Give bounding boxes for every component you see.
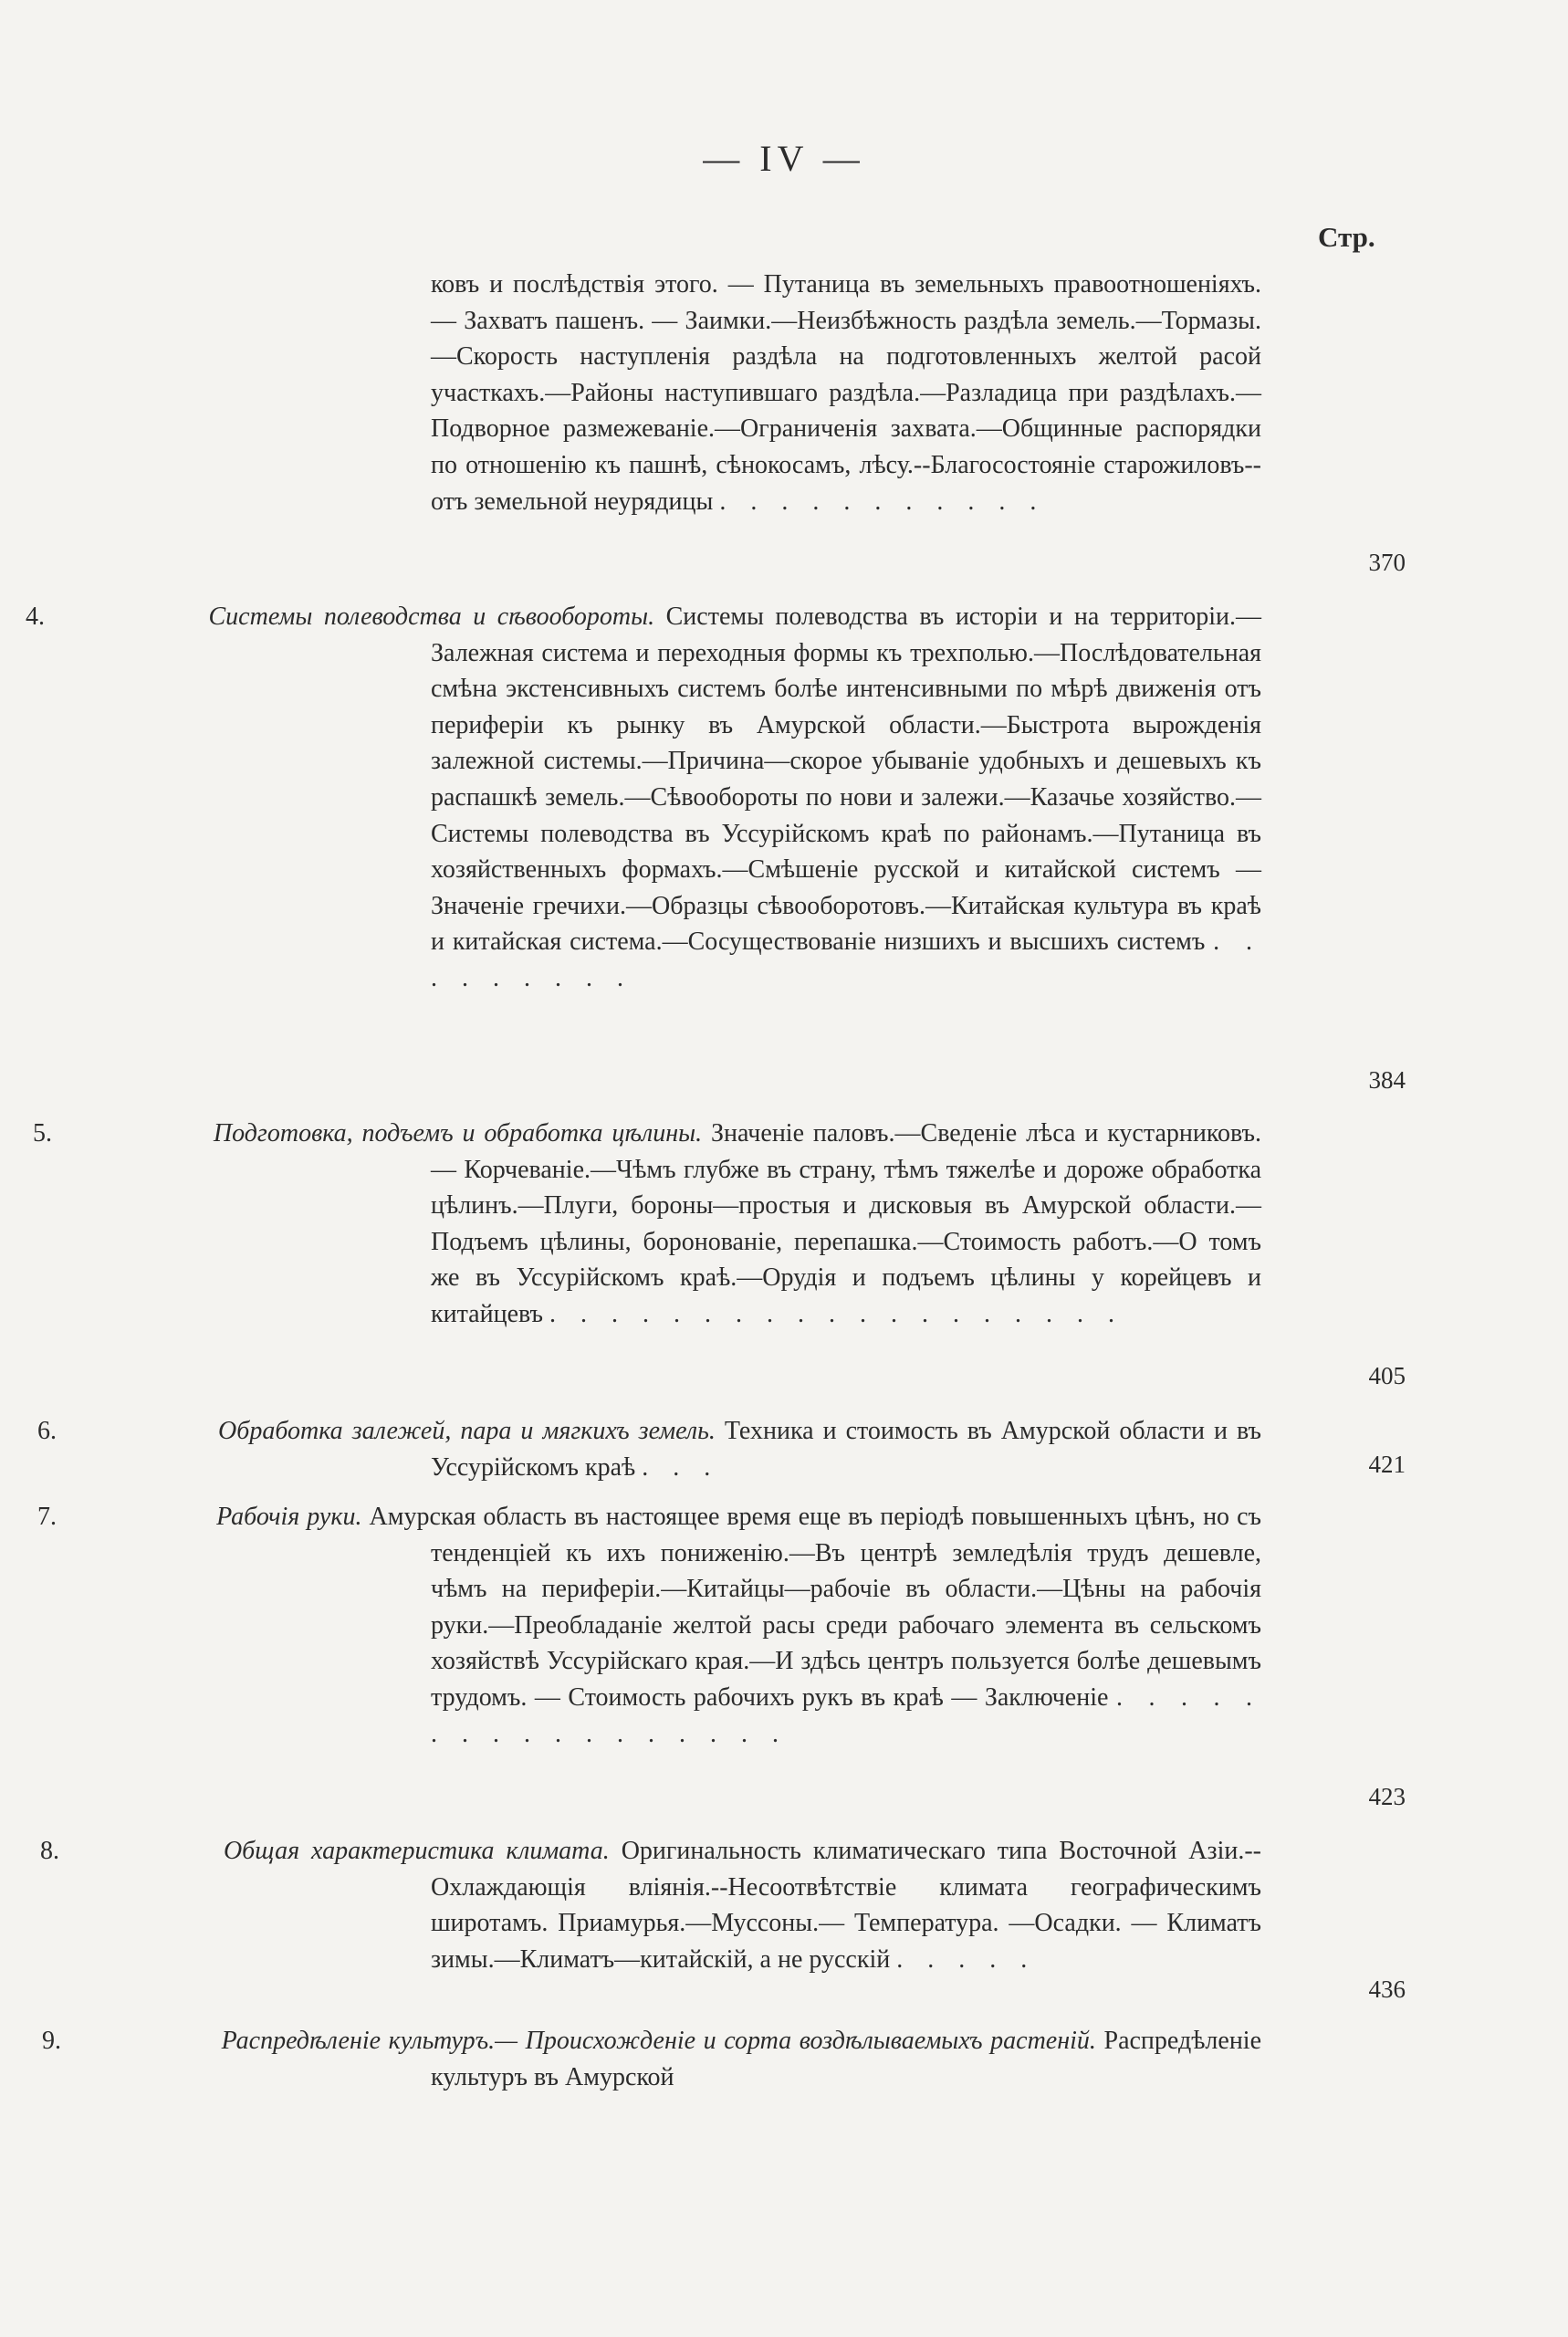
entry-number: 9. xyxy=(42,2027,61,2055)
entry-number: 8. xyxy=(40,1837,59,1865)
entry-title: Рабочія руки. xyxy=(216,1503,362,1531)
entry-number: 4. xyxy=(26,603,45,631)
leader-dots: . . . . . . . . . . . . . . . . . xyxy=(431,1682,1262,1748)
page-edge-bleed xyxy=(1442,0,1568,2337)
toc-entry-text xyxy=(37,1413,1261,1485)
toc-entry-text xyxy=(42,2023,1262,2095)
entry-body: Значеніе паловъ.—Сведеніе лѣса и кустарниковъ. — Корчеваніе.—Чѣмъ глубже въ страну, тѣмъ тяжелѣе и дороже обработка цѣлинъ.—Плуги, бороны—простыя и дисковыя въ Амурской области.—Подъемъ цѣлины, боронованіе, перепашка.—Стоимость работъ.—О томъ же въ Уссурійскомъ краѣ.—Орудія и подъемъ цѣлины у корейцевъ и китайцевъ xyxy=(431,1119,1262,1328)
entry-body: Техника и стоимость въ Амурской области и въ Уссурійскомъ краѣ xyxy=(431,1417,1261,1482)
leader-dots: . . . . . . . . . . . . . . . . . . . xyxy=(549,1299,1124,1328)
leader-dots: . . . . . . . . . . . xyxy=(719,487,1046,516)
entry-body: Оригинальность климатическаго типа Восточной Азіи.--Охлаждающія вліянія.--Несоотвѣтствіе климата географическимъ широтамъ. Приамурья.—Муссоны.— Температура. —Осадки. — Климатъ зимы.—Климатъ—китайскій, а не русскій xyxy=(431,1837,1261,1974)
entry-number: 5. xyxy=(33,1119,52,1148)
toc-entry-text xyxy=(37,1499,1262,1752)
entry-body: Распредѣленіе культуръ въ Амурской xyxy=(431,2027,1262,2091)
page-number: 423 xyxy=(1368,1783,1406,1810)
entry-title: Общая характеристика климата. xyxy=(223,1837,610,1865)
entry-body: Системы полеводства въ исторіи и на территоріи.—Залежная система и переходныя формы къ трехполью.—Послѣдовательная смѣна экстенсивныхъ системъ болѣе интенсивными по мѣрѣ движенія отъ периферіи къ рынку въ Амурской области.—Быстрота вырожденія залежной системы.—Причина—скорое убываніе удобныхъ и дешевыхъ къ распашкѣ земель.—Сѣвообороты по нови и залежи.—Казачье хозяйство.—Системы полеводства въ Уссурійскомъ краѣ по районамъ.—Путаница въ хозяйственныхъ формахъ.—Смѣшеніе русской и китайской системъ — Значеніе гречихи.—Образцы сѣвооборотовъ.—Китайская культура въ краѣ и китайская система.—Сосуществованіе низшихъ и высшихъ системъ xyxy=(431,603,1262,957)
page-number: 436 xyxy=(1368,1975,1406,2003)
page-number: 405 xyxy=(1368,1362,1406,1389)
toc-entry-text xyxy=(26,599,1262,997)
entry-title: Распредѣленіе культуръ.— Происхожденіе и сорта воздѣлываемыхъ растеній. xyxy=(221,2027,1096,2055)
leader-dots: . . . . . xyxy=(896,1944,1037,1974)
toc-entry-text xyxy=(40,1833,1261,1977)
entry-title: Системы полеводства и сѣвообороты. xyxy=(208,603,655,631)
entry-title: Подготовка, подъемъ и обработка цѣлины. xyxy=(213,1119,703,1148)
toc-entry-text xyxy=(33,1116,1262,1333)
page-number: 384 xyxy=(1368,1066,1406,1094)
toc-entry-text xyxy=(431,267,1261,519)
leader-dots: . . . xyxy=(642,1452,720,1482)
entry-body: Амурская область въ настоящее время еще въ періодѣ повышенныхъ цѣнъ, но съ тенденціей къ ихъ пониженію.—Въ центрѣ земледѣлія трудъ дешевле, чѣмъ на периферіи.—Китайцы—рабочіе въ области.—Цѣны на рабочія руки.—Преобладаніе желтой расы среди рабочаго элемента въ сельскомъ хозяйствѣ Уссурійскаго края.—И здѣсь центръ пользуется болѣе дешевымъ трудомъ. — Стоимость рабочихъ рукъ въ краѣ — Заключеніе xyxy=(369,1503,1262,1712)
entry-number: 7. xyxy=(37,1503,57,1531)
page-number: 370 xyxy=(1368,549,1406,576)
entry-title: Обработка залежей, пара и мягкихъ земель. xyxy=(218,1417,716,1445)
page-header-roman-numeral: — IV — xyxy=(703,138,865,179)
entry-body: ковъ и послѣдствія этого. — Путаница въ земельныхъ правоотношеніяхъ. — Захватъ пашенъ. — Заимки.—Неизбѣжность раздѣла земель.—Тормазы.—Скорость наступленія раздѣла на подготовленныхъ желтой расой участкахъ.—Районы наступившаго раздѣла.—Разладица при раздѣлахъ.—Подворное размежеваніе.—Ограниченія захвата.—Общинные распорядки по отношенію къ пашнѣ, сѣнокосамъ, лѣсу.--Благосостояніе старожиловъ--отъ земельной неурядицы xyxy=(431,270,1261,516)
entry-number: 6. xyxy=(37,1417,57,1445)
page-number: 421 xyxy=(1368,1451,1406,1478)
leader-dots: . . . . . . . . . xyxy=(431,927,1262,992)
page-column-label: Стр. xyxy=(1318,221,1375,253)
